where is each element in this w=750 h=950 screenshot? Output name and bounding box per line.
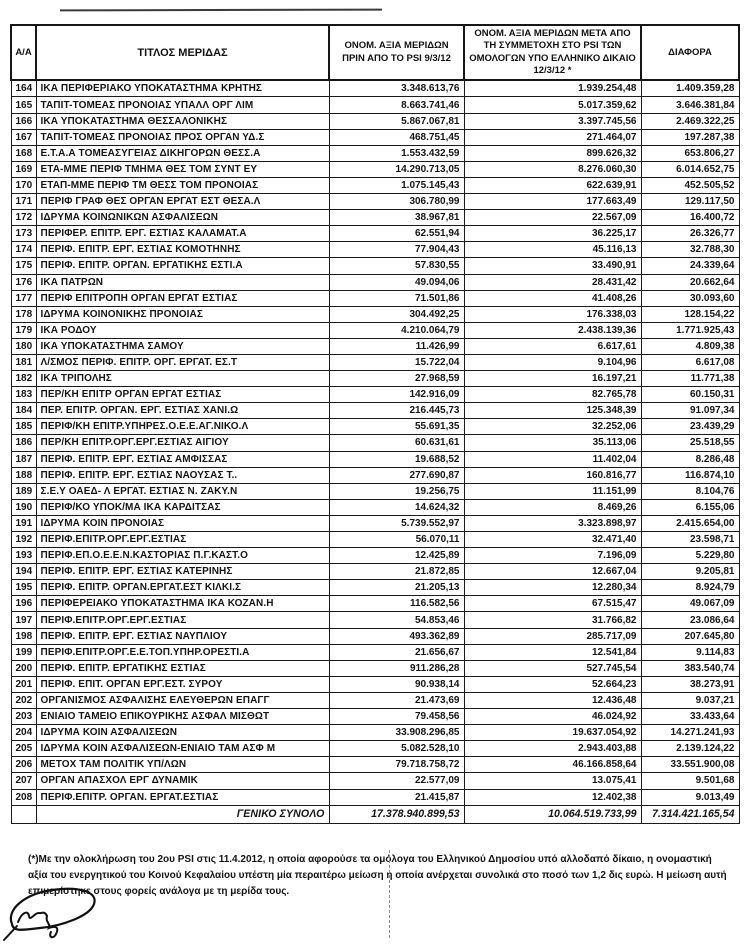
row-before-cell: 5.867.067,81 <box>329 113 464 129</box>
row-diff-cell: 9.205,81 <box>641 564 739 580</box>
row-before-cell: 21.656,67 <box>329 644 464 660</box>
row-before-cell: 54.853,46 <box>329 612 464 628</box>
row-number-cell: 196 <box>11 596 36 612</box>
col-header-diff: ΔΙΑΦΟΡΑ <box>641 25 739 80</box>
row-number-cell: 200 <box>11 660 36 676</box>
row-before-cell: 38.967,81 <box>329 210 464 226</box>
row-title-cell: ΠΕΡΙΦΕΡΕΙΑΚΟ ΥΠΟΚΑΤΑΣΤΗΜΑ ΙΚΑ ΚΟΖΑΝ.Η <box>36 596 329 612</box>
row-after-cell: 35.113,06 <box>464 435 641 451</box>
row-number-cell: 183 <box>11 387 36 403</box>
row-diff-cell: 128.154,22 <box>641 306 739 322</box>
row-title-cell: Λ/ΣΜΟΣ ΠΕΡΙΦ. ΕΠΙΤΡ. ΟΡΓ. ΕΡΓΑΤ. ΕΣ.Τ <box>36 354 329 370</box>
fold-mark-artifact <box>389 850 390 938</box>
row-title-cell: ΙΚΑ ΥΠΟΚΑΤΑΣΤΗΜΑ ΣΑΜΟΥ <box>36 338 329 354</box>
row-before-cell: 21.205,13 <box>329 580 464 596</box>
table-row <box>11 290 739 306</box>
row-before-cell: 62.551,94 <box>329 226 464 242</box>
row-before-cell: 21.415,87 <box>329 789 464 805</box>
table-row <box>11 322 739 338</box>
total-row <box>11 805 739 823</box>
table-row <box>11 177 739 193</box>
row-after-cell: 5.017.359,62 <box>464 97 641 113</box>
row-after-cell: 622.639,91 <box>464 177 641 193</box>
row-title-cell: ΠΕΡΙΦΕΡ. ΕΠΙΤΡ. ΕΡΓ. ΕΣΤΙΑΣ ΚΑΛΑΜΑΤ.Α <box>36 226 329 242</box>
table-row <box>11 306 739 322</box>
row-after-cell: 9.104,96 <box>464 354 641 370</box>
total-empty-cell <box>11 805 36 823</box>
row-after-cell: 16.197,21 <box>464 371 641 387</box>
row-before-cell: 1.075.145,43 <box>329 177 464 193</box>
row-before-cell: 8.663.741,46 <box>329 97 464 113</box>
row-number-cell: 201 <box>11 676 36 692</box>
table-row <box>11 242 739 258</box>
table-row <box>11 161 739 177</box>
row-number-cell: 192 <box>11 532 36 548</box>
row-after-cell: 13.075,41 <box>464 773 641 789</box>
row-title-cell: ΜΕΤΟΧ ΤΑΜ ΠΟΛΙΤΙΚ ΥΠ/ΛΩΝ <box>36 757 329 773</box>
row-before-cell: 5.739.552,97 <box>329 515 464 531</box>
table-body <box>11 80 739 823</box>
row-before-cell: 14.290.713,05 <box>329 161 464 177</box>
table-row <box>11 483 739 499</box>
row-after-cell: 36.225,17 <box>464 226 641 242</box>
table-row <box>11 741 739 757</box>
row-diff-cell: 4.809,38 <box>641 338 739 354</box>
row-number-cell: 199 <box>11 644 36 660</box>
row-after-cell: 527.745,54 <box>464 660 641 676</box>
row-before-cell: 21.473,69 <box>329 692 464 708</box>
row-diff-cell: 116.874,10 <box>641 467 739 483</box>
row-title-cell: ΙΚΑ ΡΟΔΟΥ <box>36 322 329 338</box>
table-row <box>11 258 739 274</box>
row-after-cell: 3.397.745,56 <box>464 113 641 129</box>
row-title-cell: Ε.Τ.Α.Α ΤΟΜΕΑΣΥΓΕΙΑΣ ΔΙΚΗΓΟΡΩΝ ΘΕΣΣ.Α <box>36 145 329 161</box>
table-row <box>11 354 739 370</box>
row-after-cell: 285.717,09 <box>464 628 641 644</box>
row-after-cell: 46.166.858,64 <box>464 757 641 773</box>
row-title-cell: ΠΕΡΙΦ/ΚΗ ΕΠΙΤΡ.ΥΠΗΡΕΣ.Ο.Ε.Ε.ΑΓ.ΝΙΚΟ.Λ <box>36 419 329 435</box>
row-number-cell: 205 <box>11 741 36 757</box>
row-title-cell: ΠΕΡ/ΚΗ ΕΠΙΤΡ.ΟΡΓ.ΕΡΓ.ΕΣΤΙΑΣ ΑΙΓΙΟΥ <box>36 435 329 451</box>
row-after-cell: 2.438.139,36 <box>464 322 641 338</box>
row-before-cell: 19.688,52 <box>329 451 464 467</box>
table-row <box>11 709 739 725</box>
row-after-cell: 46.024,92 <box>464 709 641 725</box>
table-row <box>11 194 739 210</box>
table-row <box>11 338 739 354</box>
col-header-aa: Α/Α <box>11 25 36 80</box>
table-row <box>11 129 739 145</box>
row-before-cell: 216.445,73 <box>329 403 464 419</box>
row-diff-cell: 23.598,71 <box>641 532 739 548</box>
col-header-title: ΤΙΤΛΟΣ ΜΕΡΙΔΑΣ <box>36 25 329 80</box>
row-before-cell: 3.348.613,76 <box>329 80 464 97</box>
row-title-cell: ΙΔΡΥΜΑ ΚΟΙΝ ΠΡΟΝΟΙΑΣ <box>36 515 329 531</box>
row-number-cell: 198 <box>11 628 36 644</box>
row-diff-cell: 8.104,76 <box>641 483 739 499</box>
row-after-cell: 22.567,09 <box>464 210 641 226</box>
row-title-cell: ΙΔΡΥΜΑ ΚΟΙΝ ΑΣΦΑΛΙΣΕΩΝ-ΕΝΙΑΙΟ ΤΑΜ ΑΣΦ Μ <box>36 741 329 757</box>
row-before-cell: 11.426,99 <box>329 338 464 354</box>
table-header-row <box>11 25 739 80</box>
row-diff-cell: 8.286,48 <box>641 451 739 467</box>
row-before-cell: 57.830,55 <box>329 258 464 274</box>
row-after-cell: 12.541,84 <box>464 644 641 660</box>
row-diff-cell: 25.518,55 <box>641 435 739 451</box>
row-number-cell: 176 <box>11 274 36 290</box>
row-title-cell: ΠΕΡΙΦ. ΕΠΙΤ. ΟΡΓΑΝ ΕΡΓ.ΕΣΤ. ΣΥΡΟΥ <box>36 676 329 692</box>
table-row <box>11 274 739 290</box>
row-number-cell: 194 <box>11 564 36 580</box>
row-diff-cell: 383.540,74 <box>641 660 739 676</box>
row-number-cell: 164 <box>11 80 36 97</box>
table-row <box>11 515 739 531</box>
row-title-cell: ΕΝΙΑΙΟ ΤΑΜΕΙΟ ΕΠΙΚΟΥΡΙΚΗΣ ΑΣΦΑΛ ΜΙΣΘΩΤ <box>36 709 329 725</box>
row-title-cell: ΙΚΑ ΥΠΟΚΑΤΑΣΤΗΜΑ ΘΕΣΣΑΛΟΝΙΚΗΣ <box>36 113 329 129</box>
row-title-cell: ΙΚΑ ΠΑΤΡΩΝ <box>36 274 329 290</box>
row-number-cell: 202 <box>11 692 36 708</box>
row-before-cell: 49.094,06 <box>329 274 464 290</box>
row-title-cell: ΙΔΡΥΜΑ ΚΟΙΝΩΝΙΚΩΝ ΑΣΦΑΛΙΣΕΩΝ <box>36 210 329 226</box>
total-diff-cell: 7.314.421.165,54 <box>641 805 739 823</box>
row-before-cell: 5.082.528,10 <box>329 741 464 757</box>
row-before-cell: 142.916,09 <box>329 387 464 403</box>
row-diff-cell: 60.150,31 <box>641 387 739 403</box>
row-diff-cell: 2.139.124,22 <box>641 741 739 757</box>
row-before-cell: 306.780,99 <box>329 194 464 210</box>
row-after-cell: 6.617,61 <box>464 338 641 354</box>
row-before-cell: 79.458,56 <box>329 709 464 725</box>
table-row <box>11 80 739 97</box>
row-title-cell: ΙΚΑ ΤΡΙΠΟΛΗΣ <box>36 371 329 387</box>
row-title-cell: ΠΕΡΙΦ. ΕΠΙΤΡ. ΕΡΓ. ΕΣΤΙΑΣ ΚΟΜΟΤΗΝΗΣ <box>36 242 329 258</box>
row-before-cell: 22.577,09 <box>329 773 464 789</box>
row-after-cell: 12.280,34 <box>464 580 641 596</box>
row-diff-cell: 9.501,68 <box>641 773 739 789</box>
row-after-cell: 11.151,99 <box>464 483 641 499</box>
row-diff-cell: 2.469.322,25 <box>641 113 739 129</box>
row-title-cell: Σ.Ε.Υ ΟΑΕΔ- Λ ΕΡΓΑΤ. ΕΣΤΙΑΣ Ν. ΖΑΚΥ.Ν <box>36 483 329 499</box>
row-before-cell: 911.286,28 <box>329 660 464 676</box>
row-number-cell: 167 <box>11 129 36 145</box>
row-title-cell: ΠΕΡ. ΕΠΙΤΡ. ΟΡΓΑΝ. ΕΡΓ. ΕΣΤΙΑΣ ΧΑΝΙ.Ω <box>36 403 329 419</box>
row-number-cell: 175 <box>11 258 36 274</box>
row-diff-cell: 129.117,50 <box>641 194 739 210</box>
row-title-cell: ΠΕΡΙΦ ΕΠΙΤΡΟΠΗ ΟΡΓΑΝ ΕΡΓΑΤ ΕΣΤΙΑΣ <box>36 290 329 306</box>
row-number-cell: 178 <box>11 306 36 322</box>
table-row <box>11 580 739 596</box>
table-row <box>11 676 739 692</box>
row-diff-cell: 23.086,64 <box>641 612 739 628</box>
total-before-cell: 17.378.940.899,53 <box>329 805 464 823</box>
row-diff-cell: 23.439,29 <box>641 419 739 435</box>
row-title-cell: ΙΔΡΥΜΑ ΚΟΙΝ ΑΣΦΑΛΙΣΕΩΝ <box>36 725 329 741</box>
row-after-cell: 160.816,77 <box>464 467 641 483</box>
table-row <box>11 596 739 612</box>
row-before-cell: 27.968,59 <box>329 371 464 387</box>
row-after-cell: 33.490,91 <box>464 258 641 274</box>
row-number-cell: 206 <box>11 757 36 773</box>
table-row <box>11 757 739 773</box>
row-diff-cell: 6.014.652,75 <box>641 161 739 177</box>
table-row <box>11 371 739 387</box>
row-diff-cell: 3.646.381,84 <box>641 97 739 113</box>
row-number-cell: 171 <box>11 194 36 210</box>
row-number-cell: 186 <box>11 435 36 451</box>
row-diff-cell: 33.551.900,08 <box>641 757 739 773</box>
table-row <box>11 403 739 419</box>
row-diff-cell: 653.806,27 <box>641 145 739 161</box>
table-row <box>11 789 739 805</box>
row-before-cell: 14.624,32 <box>329 499 464 515</box>
row-title-cell: ΠΕΡΙΦ.ΕΠΙΤΡ.ΟΡΓ.ΕΡΓ.ΕΣΤΙΑΣ <box>36 612 329 628</box>
table-row <box>11 532 739 548</box>
row-before-cell: 468.751,45 <box>329 129 464 145</box>
row-title-cell: ΟΡΓΑΝΙΣΜΟΣ ΑΣΦΑΛΙΣΗΣ ΕΛΕΥΘΕΡΩΝ ΕΠΑΓΓ <box>36 692 329 708</box>
row-number-cell: 173 <box>11 226 36 242</box>
row-diff-cell: 24.339,64 <box>641 258 739 274</box>
row-diff-cell: 1.409.359,28 <box>641 80 739 97</box>
row-number-cell: 170 <box>11 177 36 193</box>
table-row <box>11 612 739 628</box>
row-before-cell: 277.690,87 <box>329 467 464 483</box>
row-diff-cell: 197.287,38 <box>641 129 739 145</box>
table-row <box>11 773 739 789</box>
row-after-cell: 41.408,26 <box>464 290 641 306</box>
row-number-cell: 179 <box>11 322 36 338</box>
row-after-cell: 12.402,38 <box>464 789 641 805</box>
table-row <box>11 226 739 242</box>
row-before-cell: 79.718.758,72 <box>329 757 464 773</box>
row-title-cell: ΤΑΠΙΤ-ΤΟΜΕΑΣ ΠΡΟΝΟΙΑΣ ΥΠΑΛΛ ΟΡΓ ΛΙΜ <box>36 97 329 113</box>
row-after-cell: 7.196,09 <box>464 548 641 564</box>
table-row <box>11 644 739 660</box>
table-row <box>11 725 739 741</box>
table-row <box>11 419 739 435</box>
row-before-cell: 493.362,89 <box>329 628 464 644</box>
row-title-cell: ΠΕΡΙΦ.ΕΠΙΤΡ.ΟΡΓ.Ε.Ε.ΤΟΠ.ΥΠΗΡ.ΟΡΕΣΤΙ.Α <box>36 644 329 660</box>
row-number-cell: 168 <box>11 145 36 161</box>
row-before-cell: 55.691,35 <box>329 419 464 435</box>
row-title-cell: ΠΕΡΙΦ. ΕΠΙΤΡ. ΟΡΓΑΝ. ΕΡΓΑΤΙΚΗΣ ΕΣΤΙ.Α <box>36 258 329 274</box>
row-after-cell: 32.252,06 <box>464 419 641 435</box>
row-diff-cell: 49.067,09 <box>641 596 739 612</box>
row-title-cell: ΠΕΡΙΦ. ΕΠΙΤΡ. ΕΡΓΑΤΙΚΗΣ ΕΣΤΙΑΣ <box>36 660 329 676</box>
row-diff-cell: 20.662,64 <box>641 274 739 290</box>
row-before-cell: 71.501,86 <box>329 290 464 306</box>
row-number-cell: 203 <box>11 709 36 725</box>
row-diff-cell: 5.229,80 <box>641 548 739 564</box>
row-after-cell: 52.664,23 <box>464 676 641 692</box>
row-title-cell: ΟΡΓΑΝ ΑΠΑΣΧΟΛ ΕΡΓ ΔΥΝΑΜΙΚ <box>36 773 329 789</box>
row-after-cell: 12.436,48 <box>464 692 641 708</box>
row-before-cell: 15.722,04 <box>329 354 464 370</box>
row-after-cell: 271.464,07 <box>464 129 641 145</box>
row-after-cell: 125.348,39 <box>464 403 641 419</box>
row-diff-cell: 16.400,72 <box>641 210 739 226</box>
row-title-cell: ΕΤΑ-ΜΜΕ ΠΕΡΙΦ ΤΜΗΜΑ ΘΕΣ ΤΟΜ ΣΥΝΤ ΕΥ <box>36 161 329 177</box>
row-after-cell: 8.469,26 <box>464 499 641 515</box>
table-row <box>11 499 739 515</box>
col-header-after-psi: ΟΝΟΜ. ΑΞΙΑ ΜΕΡΙΔΩΝ ΜΕΤΑ ΑΠΟ ΤΗ ΣΥΜΜΕΤΟΧΗ ΣΤΟ PSI ΤΩΝ ΟΜΟΛΟΓΩΝ ΥΠΟ ΕΛΛΗΝΙΚΟ ΔΙΚΑΙΟ 12/3/12 * <box>464 25 641 80</box>
row-after-cell: 3.323.898,97 <box>464 515 641 531</box>
row-number-cell: 182 <box>11 371 36 387</box>
row-number-cell: 195 <box>11 580 36 596</box>
row-number-cell: 177 <box>11 290 36 306</box>
row-title-cell: ΠΕΡΙΦ/ΚΟ ΥΠΟΚ/ΜΑ ΙΚΑ ΚΑΡΔΙΤΣΑΣ <box>36 499 329 515</box>
footnote: (*)Με την ολοκλήρωση του 2ου PSI στις 11.4.2012, η οποία αφορούσε τα ομόλογα του Ελληνικού Δημοσίου υπό αλλοδαπό δίκαιο, η ονομαστική αξία του ενεργητικού του Κοινού Κεφαλαίου υπέστη μία περαιτέρω μείωση η οποία ανέρχεται συνολικά στο ποσό των 1,2 δις ευρώ. Η μείωση αυτή επιμερίστηκε στους φορείς ανάλογα με τη μερίδα τους. <box>28 854 727 897</box>
row-number-cell: 185 <box>11 419 36 435</box>
row-before-cell: 77.904,43 <box>329 242 464 258</box>
psi-shares-table <box>10 24 740 824</box>
table-row <box>11 564 739 580</box>
row-title-cell: ΠΕΡΙΦ.ΕΠΙΤΡ.ΟΡΓ.ΕΡΓ.ΕΣΤΙΑΣ <box>36 532 329 548</box>
row-diff-cell: 11.771,38 <box>641 371 739 387</box>
row-diff-cell: 2.415.654,00 <box>641 515 739 531</box>
row-after-cell: 19.637.054,92 <box>464 725 641 741</box>
row-title-cell: ΙΚΑ ΠΕΡΙΦΕΡΙΑΚΟ ΥΠΟΚΑΤΑΣΤΗΜΑ ΚΡΗΤΗΣ <box>36 80 329 97</box>
total-label-cell: ΓΕΝΙΚΟ ΣΥΝΟΛΟ <box>36 805 329 823</box>
table-row <box>11 387 739 403</box>
row-title-cell: ΙΔΡΥΜΑ ΚΟΙΝΟΝΙΚΗΣ ΠΡΟΝΟΙΑΣ <box>36 306 329 322</box>
total-after-cell: 10.064.519.733,99 <box>464 805 641 823</box>
row-before-cell: 90.938,14 <box>329 676 464 692</box>
table-row <box>11 113 739 129</box>
row-diff-cell: 452.505,52 <box>641 177 739 193</box>
row-number-cell: 181 <box>11 354 36 370</box>
row-before-cell: 304.492,25 <box>329 306 464 322</box>
row-before-cell: 4.210.064,79 <box>329 322 464 338</box>
row-diff-cell: 9.114,83 <box>641 644 739 660</box>
row-diff-cell: 32.788,30 <box>641 242 739 258</box>
row-number-cell: 180 <box>11 338 36 354</box>
row-after-cell: 32.471,40 <box>464 532 641 548</box>
row-number-cell: 174 <box>11 242 36 258</box>
table-row <box>11 451 739 467</box>
table-row <box>11 145 739 161</box>
row-title-cell: ΠΕΡ/ΚΗ ΕΠΙΤΡ ΟΡΓΑΝ ΕΡΓΑΤ ΕΣΤΙΑΣ <box>36 387 329 403</box>
row-before-cell: 60.631,61 <box>329 435 464 451</box>
row-before-cell: 19.256,75 <box>329 483 464 499</box>
row-diff-cell: 9.037,21 <box>641 692 739 708</box>
row-diff-cell: 6.617,08 <box>641 354 739 370</box>
table-row <box>11 628 739 644</box>
row-title-cell: ΠΕΡΙΦ. ΕΠΙΤΡ. ΟΡΓΑΝ.ΕΡΓΑΤ.ΕΣΤ ΚΙΛΚΙ.Σ <box>36 580 329 596</box>
row-number-cell: 208 <box>11 789 36 805</box>
row-title-cell: ΠΕΡΙΦ. ΕΠΙΤΡ. ΕΡΓ. ΕΣΤΙΑΣ ΝΑΟΥΣΑΣ Τ.. <box>36 467 329 483</box>
row-after-cell: 11.402,04 <box>464 451 641 467</box>
row-diff-cell: 33.433,64 <box>641 709 739 725</box>
table-row <box>11 97 739 113</box>
row-diff-cell: 9.013,49 <box>641 789 739 805</box>
row-title-cell: ΕΤΑΠ-ΜΜΕ ΠΕΡΙΦ ΤΜ ΘΕΣΣ ΤΟΜ ΠΡΟΝΟΙΑΣ <box>36 177 329 193</box>
row-before-cell: 33.908.296,85 <box>329 725 464 741</box>
row-title-cell: ΠΕΡΙΦ. ΕΠΙΤΡ. ΕΡΓ. ΕΣΤΙΑΣ ΚΑΤΕΡΙΝΗΣ <box>36 564 329 580</box>
row-diff-cell: 38.273,91 <box>641 676 739 692</box>
row-after-cell: 899.626,32 <box>464 145 641 161</box>
row-diff-cell: 30.093,60 <box>641 290 739 306</box>
signature-scribble <box>2 882 117 947</box>
scan-artifact-line <box>60 9 382 12</box>
row-diff-cell: 1.771.925,43 <box>641 322 739 338</box>
row-diff-cell: 26.326,77 <box>641 226 739 242</box>
row-after-cell: 28.431,42 <box>464 274 641 290</box>
table-row <box>11 467 739 483</box>
row-before-cell: 21.872,85 <box>329 564 464 580</box>
row-diff-cell: 8.924,79 <box>641 580 739 596</box>
row-after-cell: 1.939.254,48 <box>464 80 641 97</box>
row-title-cell: ΠΕΡΙΦ. ΕΠΙΤΡ. ΕΡΓ. ΕΣΤΙΑΣ ΑΜΦΙΣΣΑΣ <box>36 451 329 467</box>
row-title-cell: ΤΑΠΙΤ-ΤΟΜΕΑΣ ΠΡΟΝΟΙΑΣ ΠΡΟΣ ΟΡΓΑΝ ΥΔ.Σ <box>36 129 329 145</box>
table-row <box>11 548 739 564</box>
row-before-cell: 12.425,89 <box>329 548 464 564</box>
row-after-cell: 31.766,82 <box>464 612 641 628</box>
row-number-cell: 207 <box>11 773 36 789</box>
row-after-cell: 176.338,03 <box>464 306 641 322</box>
table-row <box>11 435 739 451</box>
row-number-cell: 190 <box>11 499 36 515</box>
row-after-cell: 8.276.060,30 <box>464 161 641 177</box>
row-diff-cell: 207.645,80 <box>641 628 739 644</box>
row-after-cell: 2.943.403,88 <box>464 741 641 757</box>
table-row <box>11 692 739 708</box>
row-number-cell: 166 <box>11 113 36 129</box>
row-diff-cell: 6.155,06 <box>641 499 739 515</box>
row-title-cell: ΠΕΡΙΦ. ΕΠΙΤΡ. ΕΡΓ. ΕΣΤΙΑΣ ΝΑΥΠΛΙΟΥ <box>36 628 329 644</box>
row-after-cell: 12.667,04 <box>464 564 641 580</box>
row-before-cell: 56.070,11 <box>329 532 464 548</box>
row-number-cell: 189 <box>11 483 36 499</box>
row-number-cell: 197 <box>11 612 36 628</box>
row-number-cell: 187 <box>11 451 36 467</box>
col-header-before-psi: ΟΝΟΜ. ΑΞΙΑ ΜΕΡΙΔΩΝ ΠΡΙΝ ΑΠΟ ΤΟ PSI 9/3/12 <box>329 25 464 80</box>
row-number-cell: 165 <box>11 97 36 113</box>
row-diff-cell: 91.097,34 <box>641 403 739 419</box>
row-title-cell: ΠΕΡΙΦ ΓΡΑΦ ΘΕΣ ΟΡΓΑΝ ΕΡΓΑΤ ΕΣΤ ΘΕΣΑ.Λ <box>36 194 329 210</box>
row-before-cell: 116.582,56 <box>329 596 464 612</box>
row-number-cell: 188 <box>11 467 36 483</box>
row-number-cell: 184 <box>11 403 36 419</box>
row-title-cell: ΠΕΡΙΦ.ΕΠ.Ο.Ε.Ε.Ν.ΚΑΣΤΟΡΙΑΣ Π.Γ.ΚΑΣΤ.Ο <box>36 548 329 564</box>
row-after-cell: 177.663,49 <box>464 194 641 210</box>
row-number-cell: 193 <box>11 548 36 564</box>
row-number-cell: 169 <box>11 161 36 177</box>
row-after-cell: 82.765,78 <box>464 387 641 403</box>
row-diff-cell: 14.271.241,93 <box>641 725 739 741</box>
row-number-cell: 191 <box>11 515 36 531</box>
table-row <box>11 210 739 226</box>
row-after-cell: 45.116,13 <box>464 242 641 258</box>
row-number-cell: 204 <box>11 725 36 741</box>
row-after-cell: 67.515,47 <box>464 596 641 612</box>
row-number-cell: 172 <box>11 210 36 226</box>
row-before-cell: 1.553.432,59 <box>329 145 464 161</box>
table-row <box>11 660 739 676</box>
row-title-cell: ΠΕΡΙΦ.ΕΠΙΤΡ. ΟΡΓΑΝ. ΕΡΓΑΤ.ΕΣΤΙΑΣ <box>36 789 329 805</box>
